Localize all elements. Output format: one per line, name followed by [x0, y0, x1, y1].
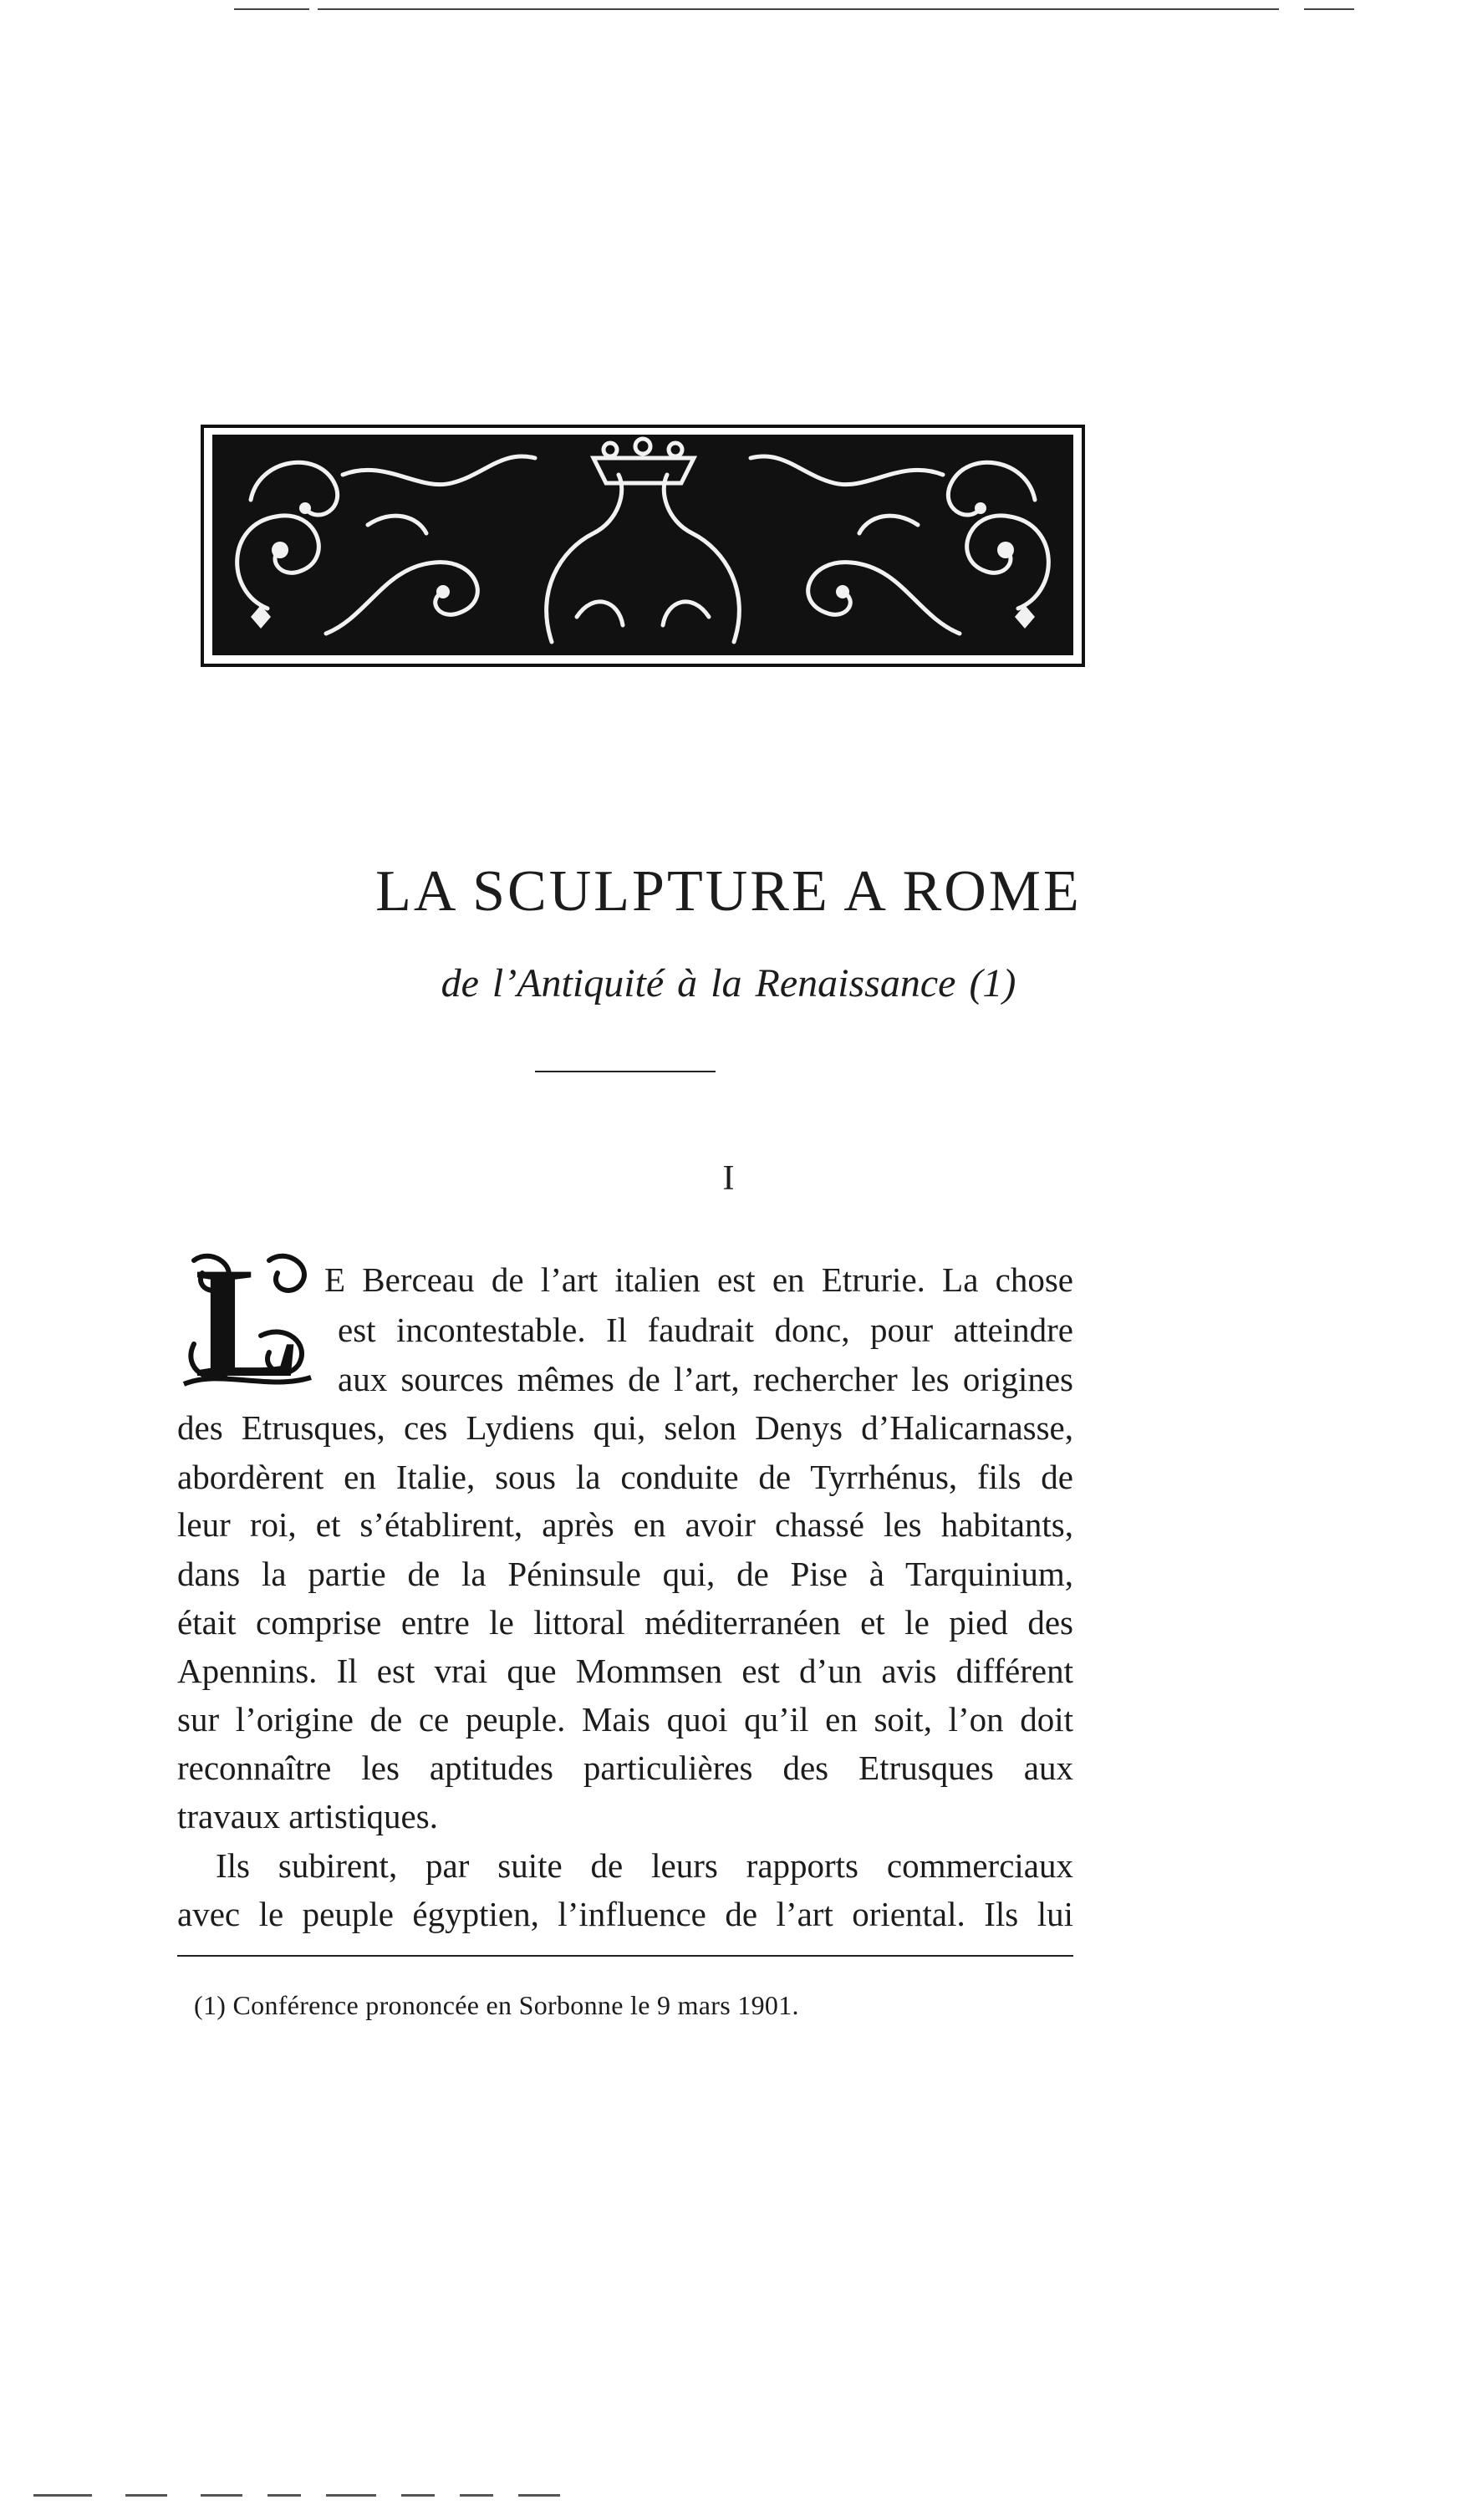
- text-line: E Berceau de l’art italien est en Etrurie. La chose: [324, 1260, 1073, 1299]
- footnote-separator-rule: [177, 1955, 1073, 1957]
- bottom-edge-dash: [267, 2494, 301, 2497]
- text-line: reconnaître les aptitudes particulières des Etrusques aux: [177, 1749, 1073, 1787]
- title-separator-rule: [702, 1071, 716, 1072]
- top-edge-rule: [318, 8, 1279, 10]
- text-line: Ils subirent, par suite de leurs rapports commerciaux: [216, 1846, 1073, 1885]
- text-line: travaux artistiques.: [177, 1797, 438, 1835]
- text-line: des Etrusques, ces Lydiens qui, selon Denys d’Halicarnasse,: [177, 1408, 1073, 1447]
- title-separator-rule: [535, 1071, 702, 1072]
- bottom-edge-dash: [125, 2494, 167, 2497]
- text-line: leur roi, et s’établirent, après en avoir chassé les habitants,: [177, 1505, 1073, 1544]
- text-line: est incontestable. Il faudrait donc, pour atteindre: [338, 1311, 1073, 1349]
- text-line: aux sources mêmes de l’art, rechercher les origines: [338, 1360, 1073, 1398]
- bottom-edge-dash: [401, 2494, 435, 2497]
- text-line: sur l’origine de ce peuple. Mais quoi qu’il en soit, l’on doit: [177, 1700, 1073, 1739]
- bottom-edge-dash: [460, 2494, 493, 2497]
- section-number: I: [722, 1159, 735, 1198]
- bottom-edge-dash: [201, 2494, 242, 2497]
- text-line: était comprise entre le littoral méditerranéen et le pied des: [177, 1603, 1073, 1642]
- article-subtitle: de l’Antiquité à la Renaissance (1): [441, 961, 1016, 1005]
- top-edge-rule: [234, 8, 309, 10]
- text-line: dans la partie de la Péninsule qui, de Pise à Tarquinium,: [177, 1555, 1073, 1593]
- footnote: (1) Conférence prononcée en Sorbonne le 9 mars 1901.: [194, 1990, 799, 2020]
- top-edge-rule: [1304, 8, 1354, 10]
- ornamental-headpiece: [201, 425, 1085, 667]
- drop-cap-letter: L: [194, 1244, 301, 1391]
- text-line: avec le peuple égyptien, l’influence de l’art oriental. Ils lui: [177, 1895, 1073, 1933]
- text-line: abordèrent en Italie, sous la conduite de Tyrrhénus, fils de: [177, 1458, 1073, 1496]
- bottom-edge-dash: [326, 2494, 376, 2497]
- text-line: Apennins. Il est vrai que Mommsen est d’un avis différent: [177, 1652, 1073, 1690]
- bottom-edge-dash: [518, 2494, 560, 2497]
- article-title: LA SCULPTURE A ROME: [375, 859, 1082, 924]
- ornamental-drop-cap: [177, 1244, 318, 1391]
- bottom-edge-dash: [33, 2494, 92, 2497]
